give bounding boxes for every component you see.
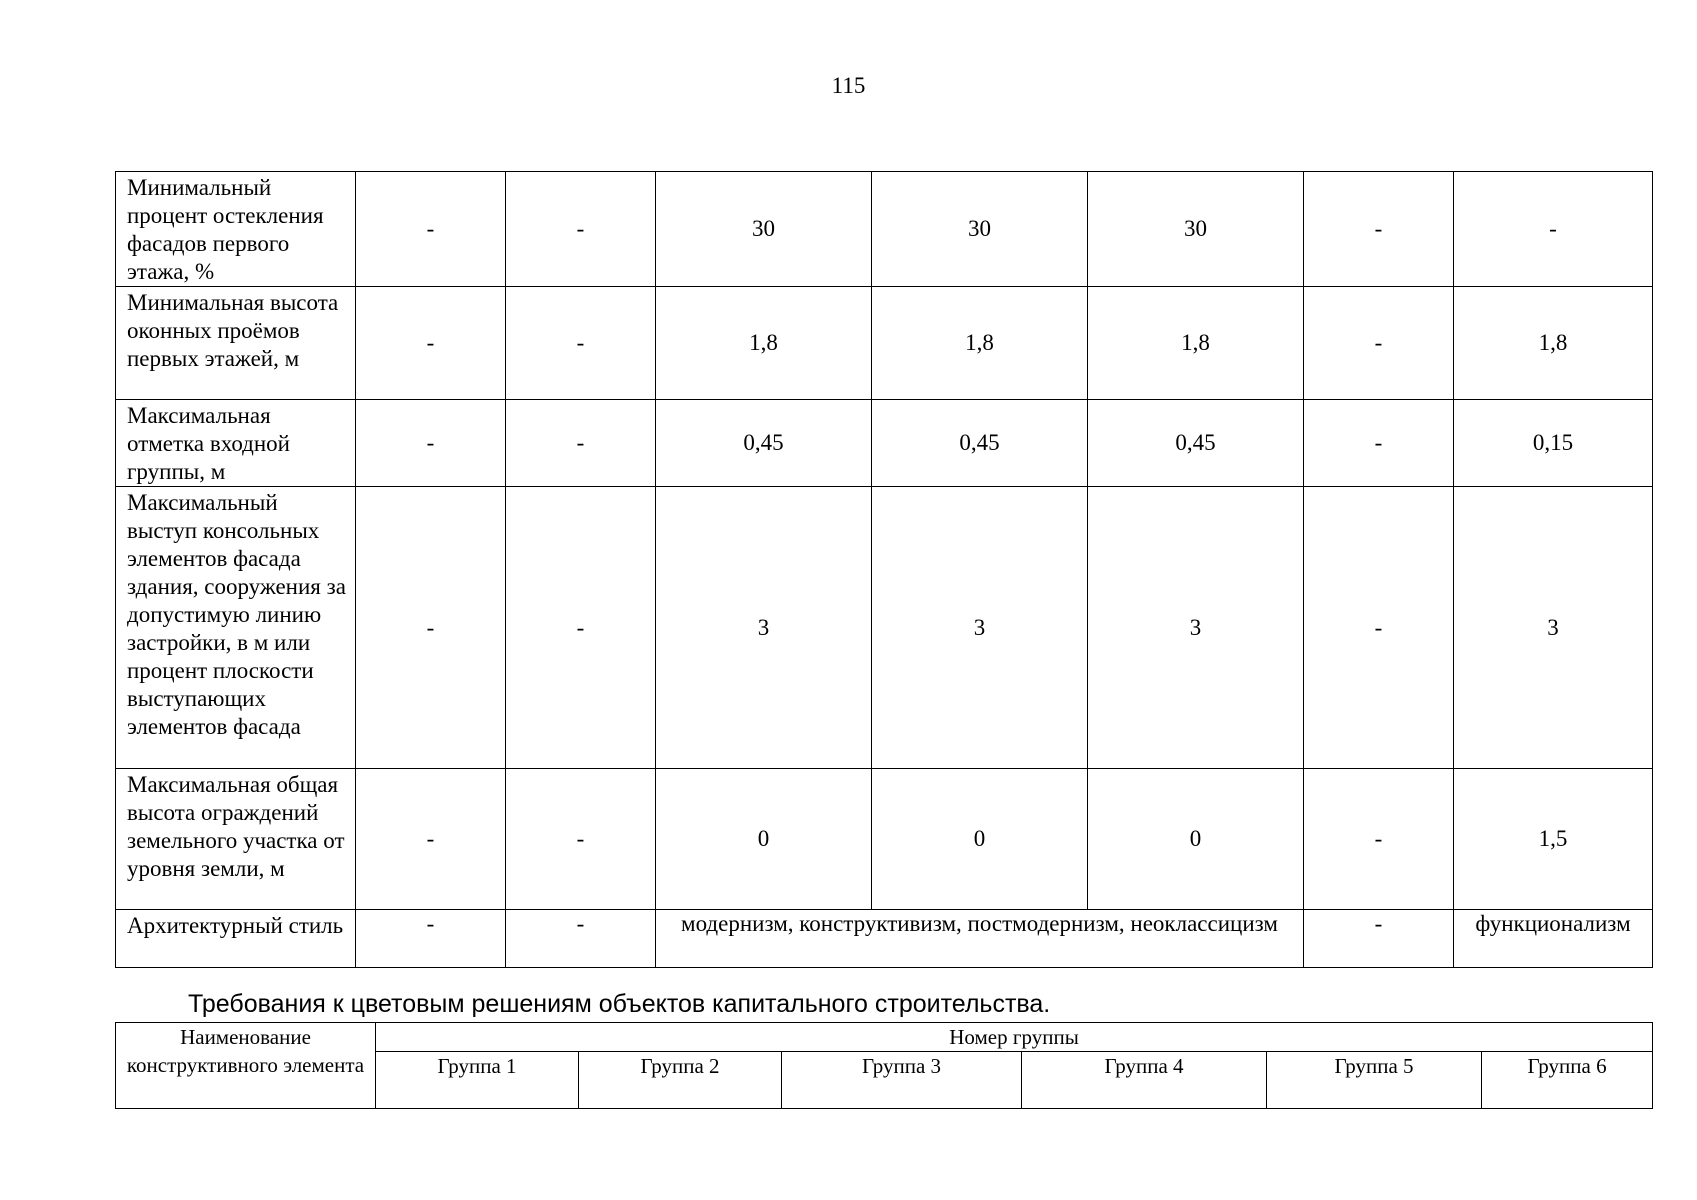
table-cell: - <box>1304 400 1454 487</box>
parameter-label: Минимальный процент остекления фасадов первого этажа, % <box>116 172 356 287</box>
group-header: Группа 5 <box>1267 1052 1482 1109</box>
table-cell: - <box>506 400 656 487</box>
table-row <box>116 487 1653 769</box>
parameter-label: Максимальная отметка входной группы, м <box>116 400 356 487</box>
section-heading: Требования к цветовым решениям объектов капитального строительства. <box>188 990 1051 1018</box>
group-number-header: Номер группы <box>376 1023 1653 1052</box>
table-cell: 3 <box>1088 487 1304 769</box>
table-cell: 30 <box>656 172 872 287</box>
parameter-label: Максимальный выступ консольных элементов фасада здания, сооружения за допустимую линию застройки, в м или процент плоскости выступающих элементов фасада <box>116 487 356 769</box>
table-cell: 0 <box>1088 769 1304 910</box>
table-cell: 1,8 <box>1454 287 1653 400</box>
page-number: 115 <box>831 73 866 98</box>
table-cell: 3 <box>656 487 872 769</box>
element-name-header: Наименование конструктивного элемента <box>116 1023 376 1109</box>
table-cell: функционализм <box>1454 910 1653 968</box>
table-cell: 1,5 <box>1454 769 1653 910</box>
table-cell: - <box>1304 172 1454 287</box>
table-cell: 30 <box>1088 172 1304 287</box>
table-cell: 0,45 <box>1088 400 1304 487</box>
table-header-row <box>116 1023 1653 1052</box>
table-cell: - <box>356 487 506 769</box>
group-header: Группа 4 <box>1022 1052 1267 1109</box>
table-cell: - <box>506 172 656 287</box>
table-cell: 0 <box>872 769 1088 910</box>
table-cell: - <box>1304 487 1454 769</box>
group-header: Группа 6 <box>1482 1052 1653 1109</box>
table-cell: 0 <box>656 769 872 910</box>
table-row <box>116 287 1653 400</box>
group-header: Группа 2 <box>579 1052 782 1109</box>
table-row <box>116 172 1653 287</box>
table-cell: - <box>1304 769 1454 910</box>
group-header: Группа 1 <box>376 1052 579 1109</box>
table-cell: 1,8 <box>1088 287 1304 400</box>
table-cell: - <box>1454 172 1653 287</box>
parameter-label: Минимальная высота оконных проёмов первых этажей, м <box>116 287 356 400</box>
table-cell: - <box>506 910 656 968</box>
table-cell: - <box>506 287 656 400</box>
table-cell: 1,8 <box>656 287 872 400</box>
parameter-label: Архитектурный стиль <box>116 910 356 968</box>
table-cell: 3 <box>1454 487 1653 769</box>
facade-parameters-table <box>115 171 1653 968</box>
table-cell: 0,45 <box>872 400 1088 487</box>
architectural-style-cell: модернизм, конструктивизм, постмодернизм, неоклассицизм <box>656 910 1304 968</box>
table-cell: 0,15 <box>1454 400 1653 487</box>
parameter-label: Максимальная общая высота ограждений земельного участка от уровня земли, м <box>116 769 356 910</box>
table-row <box>116 910 1653 968</box>
table-cell: - <box>506 769 656 910</box>
table-cell: 30 <box>872 172 1088 287</box>
table-row <box>116 769 1653 910</box>
table-cell: 1,8 <box>872 287 1088 400</box>
table-cell: - <box>356 287 506 400</box>
table-cell: - <box>356 910 506 968</box>
table-cell: - <box>1304 287 1454 400</box>
group-header: Группа 3 <box>782 1052 1022 1109</box>
table-cell: 3 <box>872 487 1088 769</box>
table-row <box>116 400 1653 487</box>
table-cell: 0,45 <box>656 400 872 487</box>
table-cell: - <box>1304 910 1454 968</box>
table-cell: - <box>356 769 506 910</box>
table-cell: - <box>356 400 506 487</box>
table-cell: - <box>356 172 506 287</box>
color-requirements-table <box>115 1022 1653 1109</box>
table-cell: - <box>506 487 656 769</box>
